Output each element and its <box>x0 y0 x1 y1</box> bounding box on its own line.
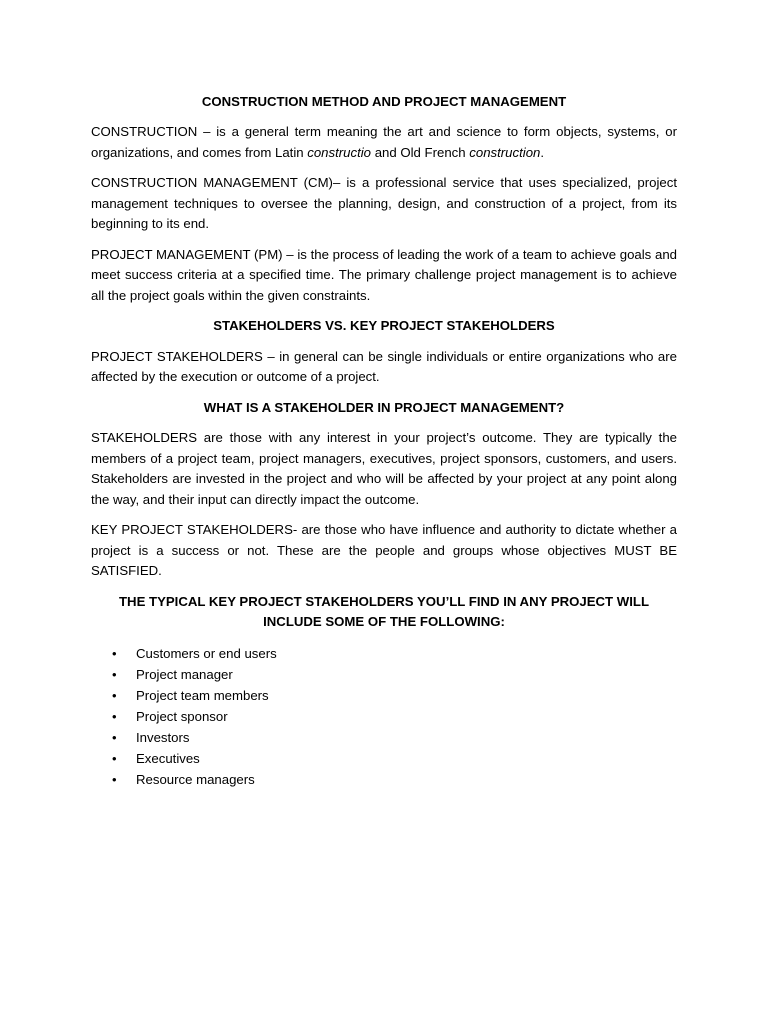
list-item <box>91 664 677 685</box>
list-item-text: Project team members <box>136 687 269 703</box>
list-item-text: Project manager <box>136 666 233 682</box>
stakeholder-list <box>91 643 677 791</box>
bullet-icon: • <box>112 750 117 766</box>
bullet-icon: • <box>112 772 117 788</box>
heading-typical-key-stakeholders: THE TYPICAL KEY PROJECT STAKEHOLDERS YOU’LL FIND IN ANY PROJECT WILL INCLUDE SOME OF THE FOLLOWING: <box>119 593 649 629</box>
list-item-text: Executives <box>136 750 200 766</box>
latin-word: constructio <box>307 144 372 160</box>
bullet-icon: • <box>112 729 117 745</box>
bullet-icon: • <box>112 666 117 682</box>
paragraph-construction <box>91 122 677 163</box>
paragraph-construction-management: CONSTRUCTION MANAGEMENT (CM)– is a professional service that uses specialized, project management techniques to oversee the planning, design, and construction of a project, from its beginning to its end. <box>91 175 677 231</box>
list-item-text: Customers or end users <box>136 645 277 661</box>
list-item <box>91 643 677 664</box>
document-body <box>91 91 677 790</box>
list-item-text: Investors <box>136 729 190 745</box>
list-item <box>91 706 677 727</box>
construction-definition-text: CONSTRUCTION – is a general term meaning the art and science to form objects, systems, or organizations, and comes from Latin <box>91 124 677 160</box>
paragraph-project-stakeholders: PROJECT STAKEHOLDERS – in general can be single individuals or entire organizations who are affected by the execution or outcome of a project. <box>91 348 677 384</box>
construction-end-text: . <box>540 144 545 160</box>
bullet-icon: • <box>112 645 117 661</box>
paragraph-stakeholders: STAKEHOLDERS are those with any interest in your project’s outcome. They are typically the members of a project team, project managers, executives, project sponsors, customers, and users. Stakeholders are invested in the project and who will be affected by your project at any point along the way, and their input can directly impact the outcome. <box>91 430 677 507</box>
list-item <box>91 685 677 706</box>
bullet-icon: • <box>112 687 117 703</box>
paragraph-key-project-stakeholders: KEY PROJECT STAKEHOLDERS- are those who have influence and authority to dictate whether a project is a success or not. These are the people and groups whose objectives MUST BE SATISFIED. <box>91 522 677 578</box>
bullet-icon: • <box>112 708 117 724</box>
document-title: CONSTRUCTION METHOD AND PROJECT MANAGEMENT <box>201 94 567 109</box>
paragraph-project-management: PROJECT MANAGEMENT (PM) – is the process of leading the work of a team to achieve goals and meet success criteria at a specified time. The primary challenge project management is to achieve all the project goals within the given constraints. <box>91 246 677 303</box>
heading-stakeholders-vs-key: STAKEHOLDERS VS. KEY PROJECT STAKEHOLDERS <box>213 318 555 333</box>
heading-what-is-stakeholder: WHAT IS A STAKEHOLDER IN PROJECT MANAGEMENT? <box>203 399 565 415</box>
construction-middle-text: and Old French <box>371 144 470 160</box>
list-item <box>91 748 677 769</box>
list-item-text: Project sponsor <box>136 708 228 724</box>
list-item-text: Resource managers <box>136 772 255 788</box>
french-word: construction <box>469 144 541 160</box>
list-item <box>91 727 677 748</box>
list-item <box>91 769 677 790</box>
